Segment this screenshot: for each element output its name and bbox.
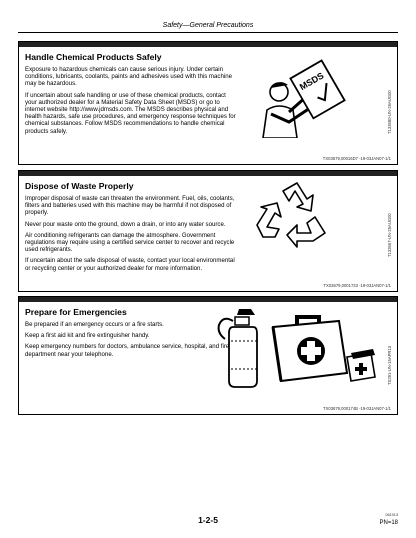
paragraph: Be prepared if an emergency occurs or a fire starts.	[25, 321, 164, 328]
section-prepare-emergencies	[18, 296, 398, 415]
recycle-icon	[245, 177, 345, 249]
section-header-bar	[19, 42, 397, 47]
figure-code: TS291-UN-15APR13	[387, 345, 392, 385]
footer-pn-code: PN=18	[379, 520, 398, 526]
paragraph: If uncertain about the safe disposal of waste, contact your local environmental or recycling center or your authorized dealer for more information.	[25, 257, 235, 272]
paragraph: Air conditioning refrigerants can damage the atmosphere. Government regulations may require using a certified service center to recover and recycle used refrigerants.	[25, 231, 235, 254]
emergency-kit-illustration	[215, 301, 383, 391]
page-number: 1-2-5	[198, 515, 218, 525]
header-rule	[18, 32, 398, 33]
paragraph: Keep a first aid kit and fire extinguisher handy.	[25, 332, 150, 340]
page-header-title: Safety—General Precautions	[162, 22, 254, 29]
reference-code: TX03679,0001733 -19-03JAN07-1/1	[323, 283, 391, 288]
paragraph: Never pour waste onto the ground, down a drain, or into any water source.	[25, 220, 226, 228]
section-body	[25, 66, 237, 139]
figure-code: T133567-UN-25AUG00	[387, 213, 392, 257]
paragraph: Keep emergency numbers for doctors, ambulance service, hospital, and fire department near your telephone.	[25, 343, 230, 358]
section-body	[25, 195, 237, 276]
paragraph: Exposure to hazardous chemicals can cause serious injury. Under certain conditions, lubricants, coolants, paints and adhesives used with this machine may be hazardous.	[25, 66, 232, 88]
section-title: Dispose of Waste Properly	[25, 181, 134, 191]
reference-code: TX03679,000174B -19-03JAN07-1/1	[323, 406, 391, 411]
paragraph: Improper disposal of waste can threaten the environment. Fuel, oils, coolants, filters and batteries used with this machine may be harmful if not disposed of properly.	[25, 195, 235, 217]
figure-code: T133580-UN-26AUG00	[387, 90, 392, 134]
section-title: Prepare for Emergencies	[25, 307, 127, 317]
section-title: Handle Chemical Products Safely	[25, 52, 162, 62]
section-body	[25, 321, 237, 362]
section-header-bar	[19, 171, 397, 176]
section-dispose-waste	[18, 170, 398, 292]
section-chemical-products	[18, 41, 398, 165]
msds-reader-illustration	[249, 52, 349, 138]
paragraph: If uncertain about safe handling or use of these chemical products, contact your authorized dealer for a Material Safety Data Sheet (MSDS) or go to internet website http://www.jdmsds.com. The MSDS describes physical and health hazards, safe use procedures, and emergency response techniques for chemical substances. Follow MSDS recommendations to handle chemical products safely.	[25, 91, 236, 135]
footer-small-code: 061913	[385, 513, 398, 517]
reference-code: TX03679,00016D7 -19-03JAN07-1/1	[322, 156, 391, 161]
msds-sheet-label: MSDS	[297, 70, 326, 93]
